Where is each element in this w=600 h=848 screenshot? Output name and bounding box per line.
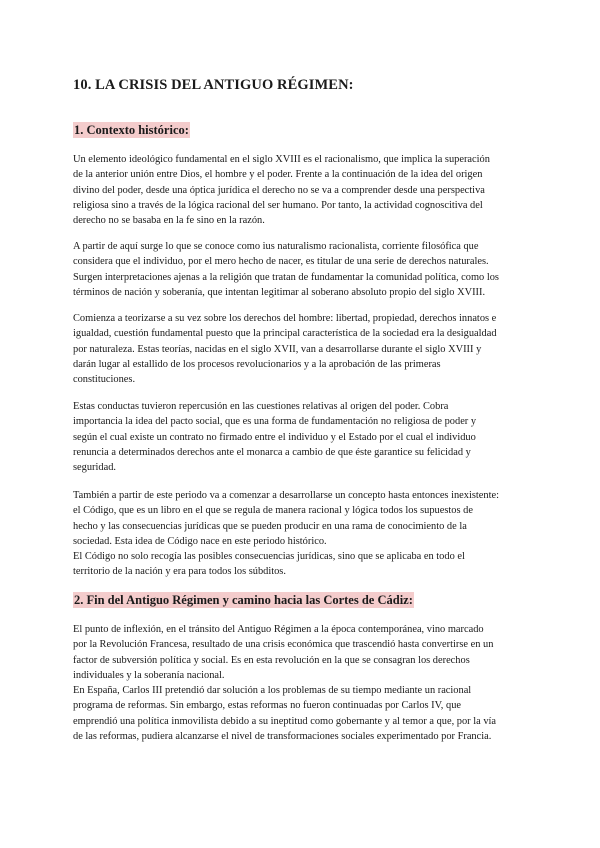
text-line: El Código no solo recogía las posibles consecuencias jurídicas, sino que se aplicaba en todo el: [73, 551, 465, 563]
document-title: 10. LA CRISIS DEL ANTIGUO RÉGIMEN:: [73, 77, 354, 93]
text-line: de la anterior unión entre Dios, el hombre y el poder. Frente a la continuación de la idea del origen: [73, 169, 483, 181]
text-line: constituciones.: [73, 374, 136, 386]
text-line: términos de nación y soberanía, que intentan legitimar al soberano absoluto propio del siglo XVIII.: [73, 286, 486, 298]
text-line: Estas conductas tuvieron repercusión en las cuestiones relativas al origen del poder. Cobra: [73, 401, 449, 412]
text-line: divino del poder, desde una óptica jurídica el derecho no se va a comprender desde una perspectiva: [73, 184, 485, 196]
paragraph-racionalismo: [73, 152, 535, 228]
text-line: por la Revolución Francesa, resultado de una crisis económica que trascendió hasta convertirse en un: [73, 639, 494, 651]
text-line: Un elemento ideológico fundamental en el siglo XVIII es el racionalismo, que implica la superación: [73, 154, 490, 165]
text-line: Surgen interpretaciones ajenas a la religión que tratan de fundamentar la comunidad política, como los: [73, 271, 499, 283]
paragraph-pacto-social: [73, 399, 535, 475]
text-line: el Código, que es un libro en el que se regula de manera racional y lógica todos los supuestos de: [73, 505, 473, 517]
text-line: seguridad.: [73, 462, 116, 474]
text-line: territorio de la nación y era para todos los súbditos.: [73, 566, 286, 578]
text-line: renuncia a determinados derechos ante el monarca a cambio de que éste garantice su felicidad y: [73, 446, 471, 458]
paragraph-revolucion-francesa: [73, 622, 535, 744]
section-heading-contexto: 1. Contexto histórico:: [74, 123, 189, 137]
text-line: darán lugar al estallido de los procesos revolucionarios y a la aprobación de las primeras: [73, 358, 441, 370]
text-line: de las reformas, pudiera alcanzarse el nivel de transformaciones sociales experimentado por Francia.: [73, 731, 492, 743]
section-heading-fin-antiguo-regimen: 2. Fin del Antiguo Régimen y camino hacia las Cortes de Cádiz:: [74, 593, 413, 607]
text-line: programa de reformas. Sin embargo, estas reformas no fueron continuadas por Carlos IV, que: [73, 700, 461, 712]
text-line: sociedad. Esta idea de Código nace en este periodo histórico.: [73, 535, 327, 547]
text-line: considera que el individuo, por el mero hecho de nacer, es titular de una serie de derechos naturales.: [73, 256, 489, 268]
text-line: También a partir de este periodo va a comenzar a desarrollarse un concepto hasta entonces inexistente:: [73, 490, 499, 501]
text-line: En España, Carlos III pretendió dar solución a los problemas de su tiempo mediante un racional: [73, 685, 472, 697]
text-line: religiosa sino a través de la lógica racional del ser humano. Por tanto, la actividad cognoscitiva del: [73, 199, 483, 211]
text-line: emprendió una política inmovilista debido a su ineptitud como gobernante y al temor a que, por la vía: [73, 715, 497, 727]
text-line: igualdad, cuestión fundamental puesto que la principal característica de la sociedad era la desigualdad: [73, 328, 497, 340]
paragraph-codigo: [73, 488, 535, 580]
text-line: El punto de inflexión, en el tránsito del Antiguo Régimen a la época contemporánea, vino marcado: [73, 624, 484, 635]
text-line: individuales y la soberanía nacional.: [73, 669, 225, 681]
text-line: Comienza a teorizarse a su vez sobre los derechos del hombre: libertad, propiedad, derechos innatos e: [73, 313, 497, 324]
text-line: importancia la idea del pacto social, que es una forma de fundamentación no religiosa de poder y: [73, 416, 477, 428]
paragraph-derechos-hombre: [73, 311, 535, 387]
text-line: por naturaleza. Estas teorías, nacidas en el siglo XVII, van a desarrollarse durante el siglo XVIII y: [73, 343, 482, 355]
text-line: derecho no se basaba en la fe sino en la razón.: [73, 215, 265, 227]
text-line: factor de subversión política y social. Es en esta revolución en la que se consagran los derechos: [73, 654, 470, 666]
text-line: hecho y las consecuencias jurídicas que se pueden producir en una rama de conocimiento de la: [73, 520, 467, 532]
paragraph-ius-naturalismo: [73, 239, 535, 300]
text-line: según el cual existe un contrato no firmado entre el individuo y el Estado por el cual el individuo: [73, 431, 476, 443]
text-line: A partir de aquí surge lo que se conoce como ius naturalismo racionalista, corriente filosófica que: [73, 241, 479, 252]
